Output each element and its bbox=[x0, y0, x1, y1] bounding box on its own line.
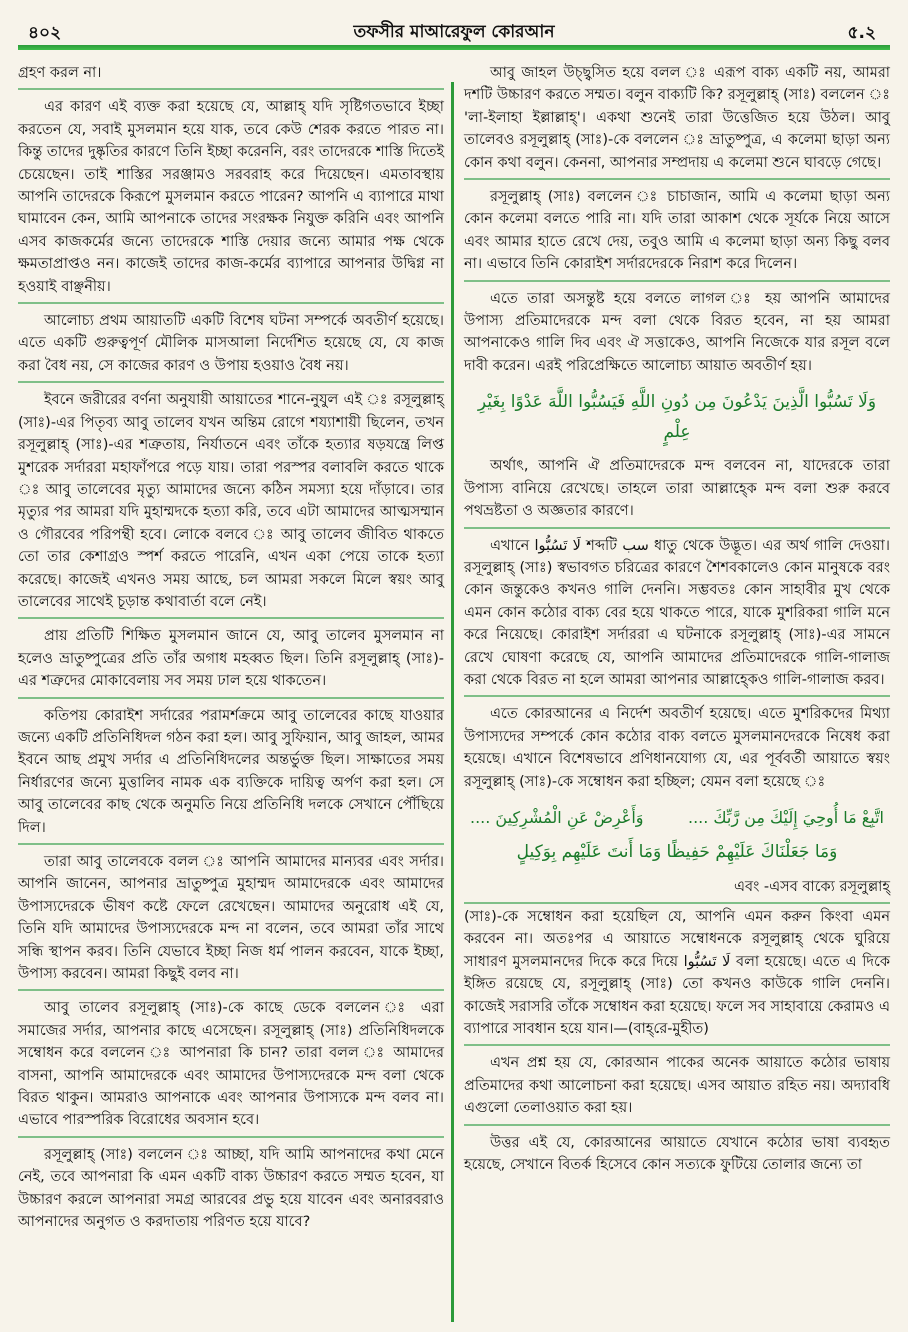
text-columns bbox=[18, 62, 890, 1322]
paragraph: আবু তালেব রসূলুল্লাহ্ (সাঃ)-কে কাছে ডেকে বললেন ঃ এরা সমাজের সর্দার, আপনার কাছে এসেছেন। রসূলুল্লাহ্ (সাঃ) প্রতিনিধিদলকে সম্বোধন করে বললেন ঃ আপনারা কি চান? তারা বলল ঃ আমাদের বাসনা, আপনি আমাদেরকে এবং আমাদের উপাস্যদেরকে মন্দ বলা থেকে বিরত থাকুন। আমরাও আপনাকে এবং আপনার উপাস্যকে মন্দ বলব না। এভাবে পারস্পরিক বিরোধের অবসান হবে। bbox=[18, 997, 444, 1137]
paragraph: কতিপয় কোরাইশ সর্দারের পরামর্শক্রমে আবু তালেবের কাছে যাওয়ার জন্যে একটি প্রতিনিধিদল গঠন করা হল। আবু সুফিয়ান, আবু জাহল, আমর ইবনে আছ প্রমুখ সর্দার এ প্রতিনিধিদলের অন্তর্ভুক্ত ছিল। সাক্ষাতের সময় নির্ধারণের জন্যে মুত্তালিব নামক এক ব্যক্তিকে দায়িত্ব অর্পণ করা হল। সে আবু তালেবের কাছ থেকে অনুমতি নিয়ে প্রতিনিধি দলকে সেখানে পৌঁছিয়ে দিল। bbox=[18, 705, 444, 845]
paragraph: অর্থাৎ, আপনি ঐ প্রতিমাদেরকে মন্দ বলবেন না, যাদেরকে তারা উপাস্য বানিয়ে রেখেছে। তাহলে তারা আল্লাহ্কে মন্দ বলা শুরু করবে পথভ্রষ্টতা ও অজ্ঞতার কারণে। bbox=[464, 455, 890, 528]
paragraph: এতে তারা অসন্তুষ্ট হয়ে বলতে লাগল ঃ হয় আপনি আমাদের উপাস্য প্রতিমাদেরকে মন্দ বলা থেকে বিরত হবেন, না হয় আমরা আপনাকেও গালি দিব এবং ঐ সত্তাকেও, আপনি নিজেকে যার রসূল বলে দাবী করেন। এরই পরিপ্রেক্ষিতে আলোচ্য আয়াত অবতীর্ণ হয়। bbox=[464, 290, 890, 374]
paragraph: এর কারণ এই ব্যক্ত করা হয়েছে যে, আল্লাহ্ যদি সৃষ্টিগতভাবে ইচ্ছা করতেন যে, সবাই মুসলমান হয়ে যাক, তবে কেউ শেরক করতে পারত না। কিন্তু তাদের দুষ্কৃতির কারণে তিনি ইচ্ছা করেননি, বরং তাদেরকে শাস্তি দিতেই চেয়েছেন। তাই শাস্তির সরঞ্জামও সরবরাহ করে দিয়েছেন। এমতাবস্থায় আপনি তাদেরকে কিরূপে মুসলমান করতে পারেন? আপনি এ ব্যাপারে মাথা ঘামাবেন কেন, আমি আপনাকে তাদের সংরক্ষক নিযুক্ত করিনি এবং আপনি এসব কাজকর্মের জন্যে তাদেরকে শাস্তি দেয়ার জন্যে আমার পক্ষ থেকে ক্ষমতাপ্রাপ্তও নন। কাজেই তাদের কাজ-কর্মের ব্যাপারে আপনার উদ্বিগ্ন না হওয়াই বাঞ্ছনীয়। bbox=[18, 96, 444, 304]
column-divider bbox=[451, 82, 454, 1322]
paragraph: ইবনে জরীরের বর্ণনা অনুযায়ী আয়াতের শানে-নুযুল এই ঃ রসূলুল্লাহ্ (সাঃ)-এর পিতৃব্য আবু তালেব যখন অন্তিম রোগে শয্যাশায়ী ছিলেন, তখন রসূলুল্লাহ্ (সাঃ)-এর শত্রুতায়, নির্যাতনে এবং তাঁকে হত্যার ষড়যন্ত্রে লিপ্ত মুশরেক সর্দাররা মহাফাঁপরে পড়ে যায়। তারা পরস্পর বলাবলি করতে থাকে ঃ আবু তালেবের মৃত্যু আমাদের জন্যে কঠিন সমস্যা হয়ে দাঁড়াবে। তার মৃত্যুর পর আমরা যদি মুহাম্মদকে হত্যা করি, তবে এটা আমাদের আত্মসম্মান ও গৌরবের পরিপন্থী হবে। লোকে বলবে ঃ আবু তালেব জীবিত থাকতে তো তার কেশাগ্রও স্পর্শ করতে পারেনি, এখন একা পেয়ে তাকে হত্যা করেছে। কাজেই এখনও সময় আছে, চল আমরা সকলে মিলে স্বয়ং আবু তালেবের সাথেই চূড়ান্ত কথাবার্তা বলে নেই। bbox=[18, 389, 444, 619]
paragraph: (সাঃ)-কে সম্বোধন করা হয়েছিল যে, আপনি এমন করুন কিংবা এমন করবেন না। অতঃপর এ আয়াতে সম্বোধনকে রসূলুল্লাহ্ থেকে ঘুরিয়ে সাধারণ মুসলমানদের দিকে করে দিয়ে لَا تَسُبُّوا বলা হয়েছে। এতে এ দিকে ইঙ্গিত রয়েছে যে, রসূলুল্লাহ্ (সাঃ) তো কখনও কাউকে গালি দেননি। কাজেই সরাসরি তাঁকে সম্বোধন করা হয়েছে। ফলে সব সাহাবায়ে কেরামও এ ব্যাপারে সাবধান হয়ে যান।—(বাহ্‌রে-মুহীত) bbox=[464, 906, 890, 1046]
paragraph: এতে কোরআনের এ নির্দেশ অবতীর্ণ হয়েছে। এতে মুশরিকদের মিথ্যা উপাস্যদের সম্পর্কে কোন কঠোর বাক্য বলতে মুসলমানদেরকে নিষেধ করা হয়েছে। এখানে বিশেষভাবে প্রণিধানযোগ্য যে, এর পূর্ববর্তী আয়াতে স্বয়ং রসূলুল্লাহ্ (সাঃ)-কে সম্বোধন করা হচ্ছিল; যেমন বলা হয়েছে ঃ bbox=[464, 706, 890, 790]
paragraph: প্রায় প্রতিটি শিক্ষিত মুসলমান জানে যে, আবু তালেব মুসলমান না হলেও ভ্রাতুষ্পুত্রের প্রতি তাঁর অগাধ মহব্বত ছিল। তিনি রসূলুল্লাহ্ (সাঃ)-এর শত্রুদের মোকাবেলায় সব সময় ঢাল হয়ে থাকতেন। bbox=[18, 625, 444, 698]
page-number-right: ৫.২ bbox=[847, 23, 876, 43]
paragraph: এখানে لَا تَسُبُّوا শব্দটি سب ধাতু থেকে উদ্ভূত। এর অর্থ গালি দেওয়া। রসূলুল্লাহ্ (সাঃ) স্বভাবগত চরিত্রের কারণে শৈশবকালেও কোন মানুষকে বরং কোন জন্তুকেও কখনও গালি দেননি। সম্ভবতঃ কোন সাহাবীর মুখ থেকে এমন কোন কঠোর বাক্য বের হয়ে থাকতে পারে, যাকে মুশরিকরা গালি মনে করে নিয়েছে। কোরাইশ সর্দাররা এ ঘটনাকে রসূলুল্লাহ্ (সাঃ)-এর সামনে রেখে ঘোষণা করেছে যে, আপনি আমাদের প্রতিমাদেরকে গালি-গালাজ করা থেকে বিরত না হলে আমরা আপনার আল্লাহ্কেও গালি-গালাজ করব। bbox=[464, 535, 890, 698]
arabic-verse: وَمَا جَعَلْنَاكَ عَلَيْهِمْ حَفِيظًا وَمَا أَنتَ عَلَيْهِم بِوَكِيلٍ bbox=[516, 841, 838, 862]
paragraph: রসূলুল্লাহ্ (সাঃ) বললেন ঃ আচ্ছা, যদি আমি আপনাদের কথা মেনে নেই, তবে আপনারা কি এমন একটি বাক্য উচ্চারণ করতে সম্মত হবেন, যা উচ্চারণ করলে আপনারা সমগ্র আরবের প্রভু হয়ে যাবেন এবং অনারবরাও আপনাদের অনুগত ও করদাতায় পরিণত হয়ে যাবে? bbox=[18, 1146, 444, 1231]
paragraph: এখন প্রশ্ন হয় যে, কোরআন পাকের অনেক আয়াতে কঠোর ভাষায় প্রতিমাদের কথা আলোচনা করা হয়েছে। এসব আয়াত রহিত নয়। অদ্যাবধি এগুলো তেলাওয়াত করা হয়। bbox=[464, 1052, 890, 1125]
header-rule bbox=[18, 45, 890, 50]
verse-caption: এবং -এসব বাক্যে রসূলুল্লাহ্ bbox=[464, 875, 890, 904]
paragraph: আবু জাহল উচ্ছ্বসিত হয়ে বলল ঃ এরূপ বাক্য একটি নয়, আমরা দশটি উচ্চারণ করতে সম্মত। বলুন বাক্যটি কি? রসূলুল্লাহ্ (সাঃ) বললেন ঃ 'লা-ইলাহা ইল্লাল্লাহ্'। একথা শুনেই তারা উত্তেজিত হয়ে উঠল। আবু তালেবও রসূলুল্লাহ্ (সাঃ)-কে বললেন ঃ ভ্রাতুষ্পুত্র, এ কলেমা ছাড়া অন্য কোন কথা বলুন। কেননা, আপনার সম্প্রদায় এ কলেমা শুনে ঘাবড়ে গেছে। bbox=[464, 62, 890, 180]
arabic-verse: وَلَا تَسُبُّوا الَّذِينَ يَدْعُونَ مِن دُونِ اللَّهِ فَيَسُبُّوا اللَّهَ عَدْوًا بِغَيْرِ عِلْمٍ bbox=[477, 392, 877, 443]
arabic-verse-fragment: وَأَعْرِضْ عَنِ الْمُشْرِكِينَ .... bbox=[470, 807, 644, 827]
left-column bbox=[18, 62, 444, 1322]
paragraph: উত্তর এই যে, কোরআনের আয়াতে যেখানে কঠোর ভাষা ব্যবহৃত হয়েছে, সেখানে বিতর্ক হিসেবে কোন সত্যকে ফুটিয়ে তোলার জন্যে তা bbox=[464, 1134, 890, 1174]
paragraph: গ্রহণ করল না। bbox=[18, 62, 444, 90]
paragraph: রসূলুল্লাহ্ (সাঃ) বললেন ঃ চাচাজান, আমি এ কলেমা ছাড়া অন্য কোন কলেমা বলতে পারি না। যদি তারা আকাশ থেকে সূর্যকে নিয়ে আসে এবং আমার হাতে রেখে দেয়, তবুও আমি এ কলেমা ছাড়া অন্য কিছু বলব না। এভাবে তিনি কোরাইশ সর্দারদেরকে নিরাশ করে দিলেন। bbox=[464, 186, 890, 282]
paragraph: আলোচ্য প্রথম আয়াতটি একটি বিশেষ ঘটনা সম্পর্কে অবতীর্ণ হয়েছে। এতে একটি গুরুত্বপূর্ণ মৌলিক মাসআলা নির্দেশিত হয়েছে যে, যে কাজ করা বৈধ নয়, সে কাজের কারণ ও উপায় হওয়াও বৈধ নয়। bbox=[18, 310, 444, 383]
book-title: তফসীর মাআরেফুল কোরআন bbox=[353, 22, 555, 42]
arabic-verse-fragment: اتَّبِعْ مَا أُوحِيَ إِلَيْكَ مِن رَّبِّكَ .... bbox=[688, 807, 884, 827]
page-header bbox=[18, 14, 890, 50]
page-number-left: ৪০২ bbox=[28, 23, 62, 43]
right-column bbox=[464, 62, 890, 1322]
paragraph: তারা আবু তালেবকে বলল ঃ আপনি আমাদের মান্যবর এবং সর্দার। আপনি জানেন, আপনার ভ্রাতুষ্পুত্র মুহাম্মদ আমাদেরকে এবং আমাদের উপাস্যদেরকে ভীষণ কষ্টে ফেলে রেখেছেন। আমাদের অনুরোধ এই যে, তিনি যদি আমাদের উপাস্যদেরকে মন্দ না বলেন, তবে আমরা তাঁর সাথে সন্ধি স্থাপন করব। তিনি যেভাবে ইচ্ছা নিজ ধর্ম পালন করবেন, যাকে ইচ্ছা, উপাস্য করবেন। আমরা কিছুই বলব না। bbox=[18, 851, 444, 991]
arabic-verse-pair bbox=[470, 803, 884, 833]
